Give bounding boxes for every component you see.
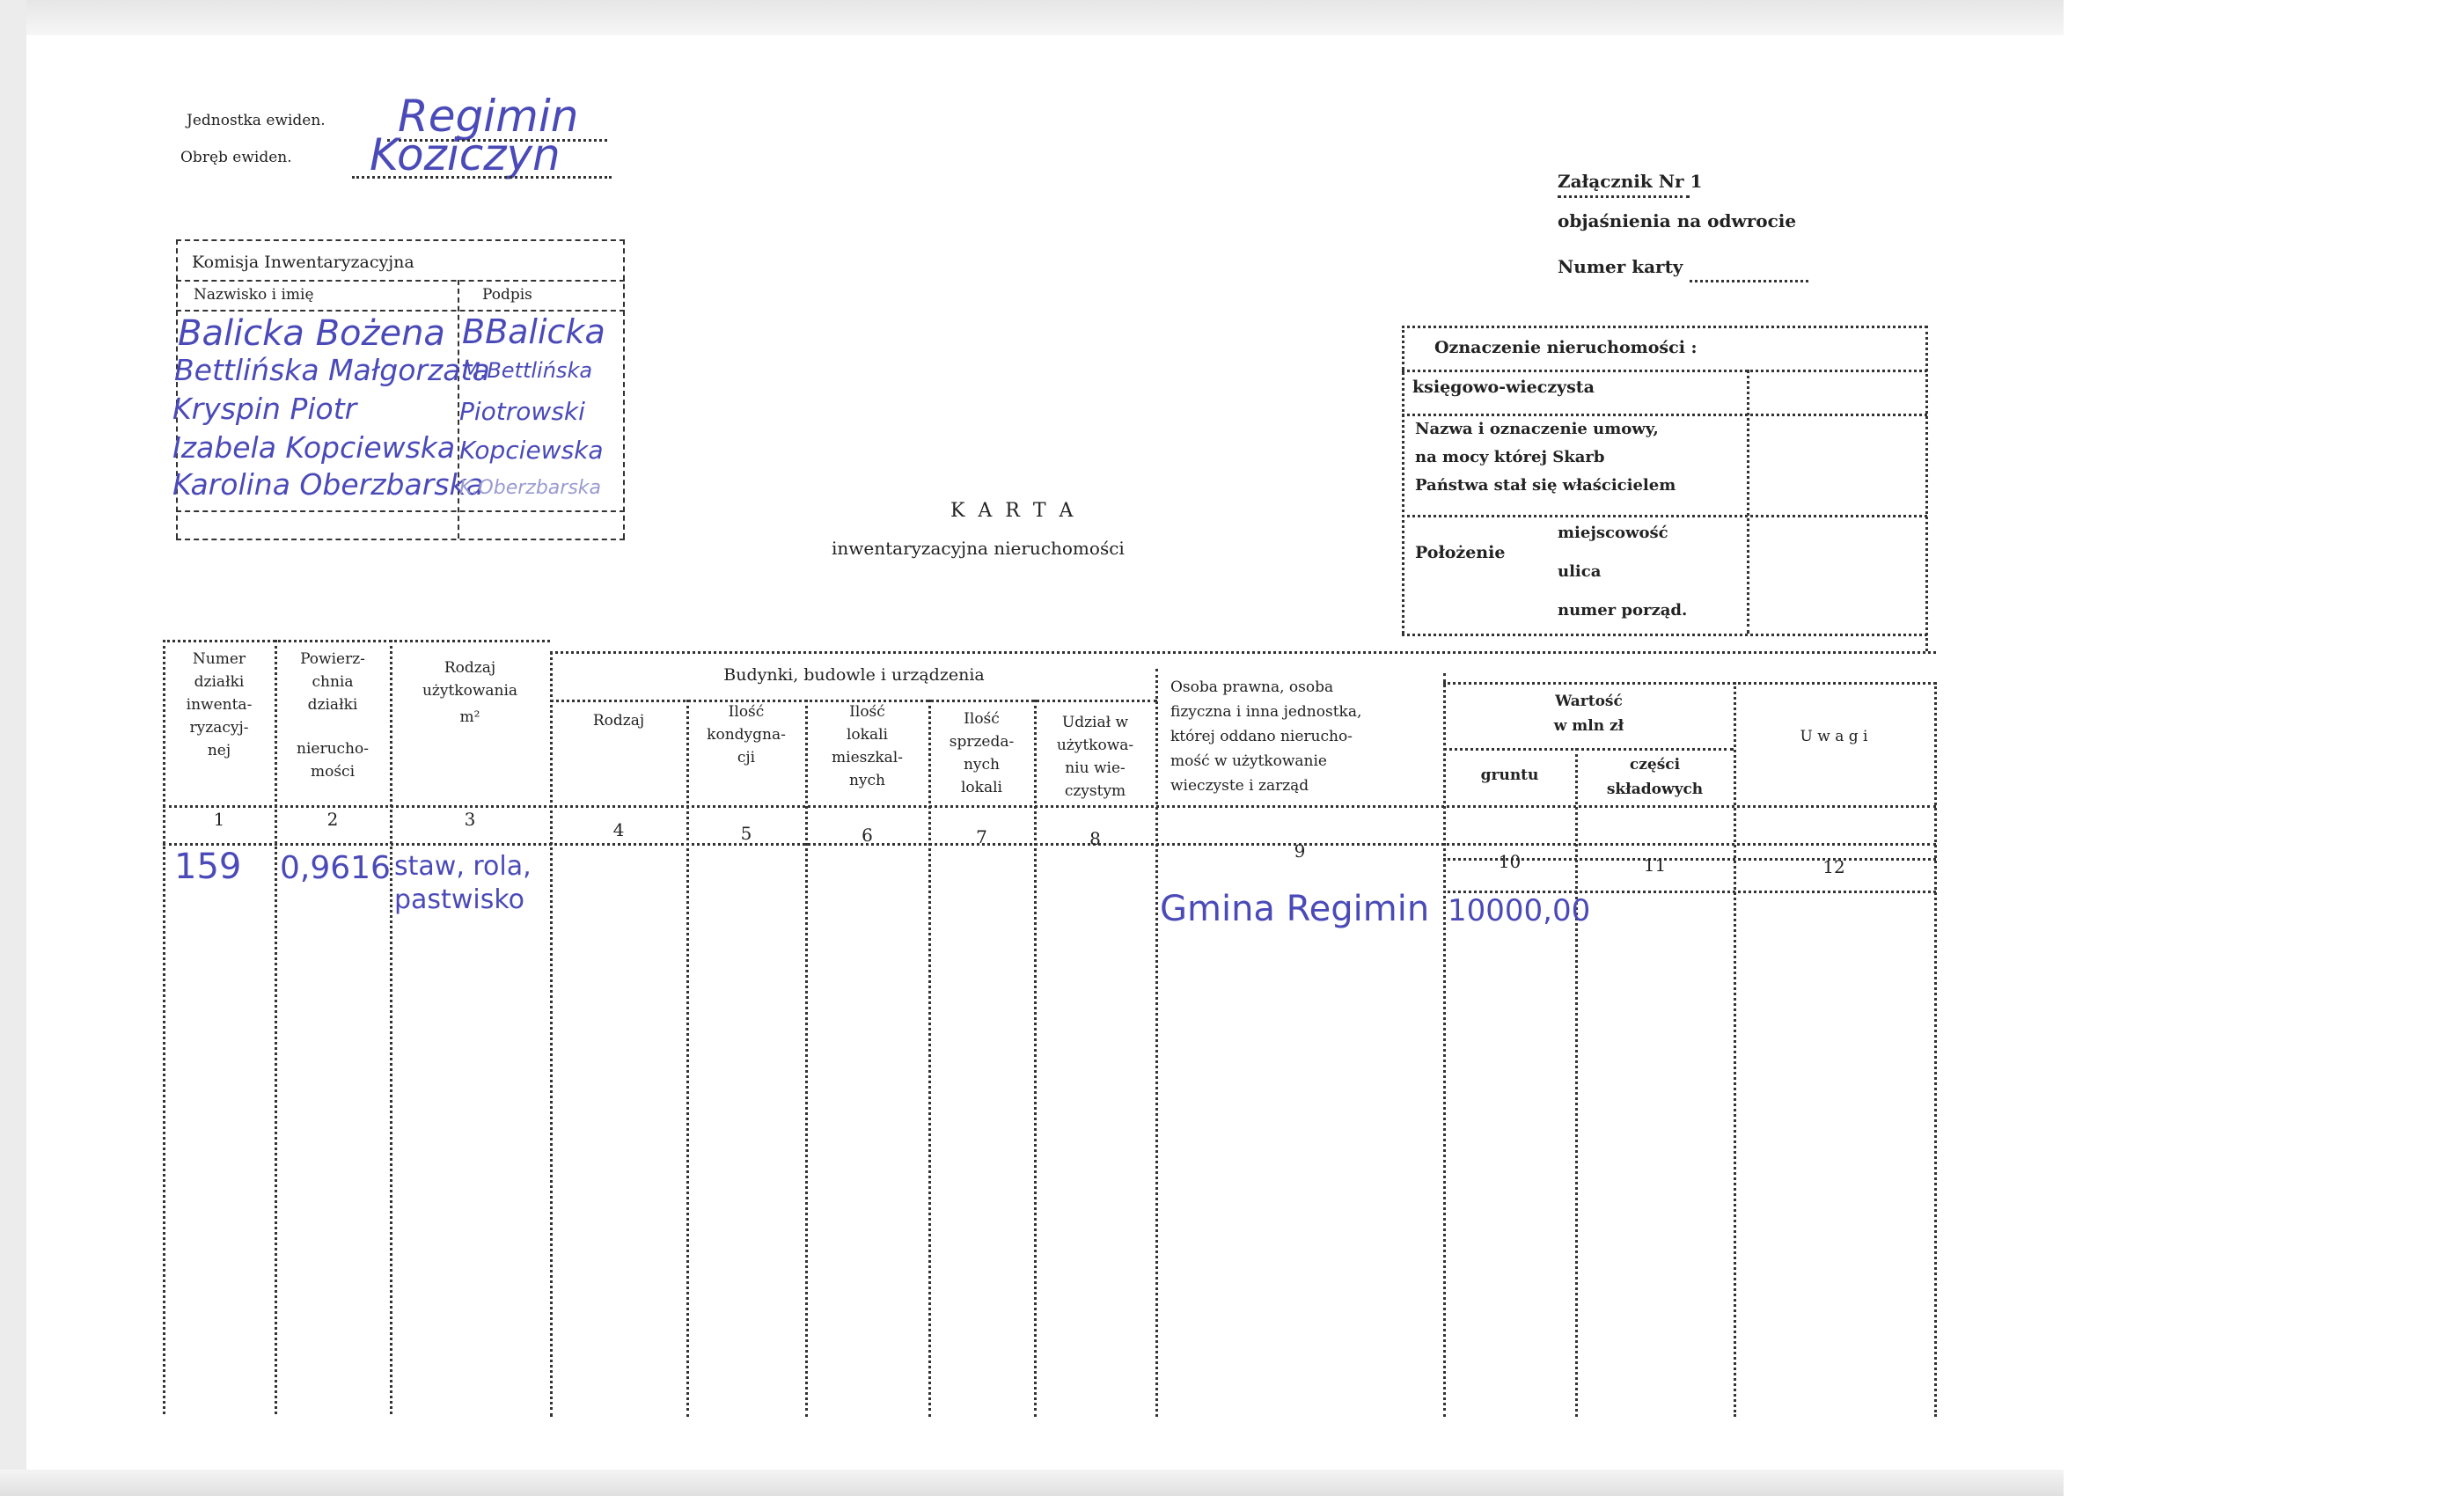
attachment-number: Załącznik Nr 1 — [1558, 171, 1703, 192]
member-name: Bettlińska Małgorzata — [174, 353, 490, 387]
header-col8-l4: czystym — [1064, 782, 1126, 800]
scan-edge-bottom — [0, 1470, 2064, 1496]
member-name: Kryspin Piotr — [172, 392, 357, 426]
column-number: 11 — [1643, 854, 1667, 876]
header-col5-l3: cji — [737, 749, 756, 766]
scan-edge-left — [0, 0, 26, 1496]
header-col4: Rodzaj — [592, 712, 645, 730]
member-signature: Piotrowski — [459, 397, 585, 426]
header-col2-l5: mości — [310, 763, 356, 781]
header-col3-l2: użytkowania — [422, 682, 518, 700]
header-col7-l2: sprzeda- — [949, 733, 1015, 751]
row-area: 0,9616 — [280, 850, 391, 886]
header-col11-l2: składowych — [1606, 781, 1704, 798]
column-number: 3 — [464, 809, 476, 830]
document-subtitle: inwentaryzacyjna nieruchomości — [832, 538, 1125, 559]
member-signature: M.Bettlińska — [462, 358, 593, 383]
district-value: Koziczyn — [370, 129, 561, 180]
header-col9-l5: wieczyste i zarząd — [1170, 777, 1309, 795]
column-number: 2 — [326, 809, 339, 830]
row-land-value: 10000,00 — [1448, 893, 1591, 928]
header-buildings: Budynki, budowle i urządzenia — [723, 665, 985, 685]
column-number: 7 — [976, 826, 987, 847]
member-signature: K.Oberzbarska — [459, 477, 602, 499]
commission-title: Komisja Inwentaryzacyjna — [192, 253, 414, 272]
header-col6-l1: Ilość — [849, 703, 885, 721]
header-col12: U w a g i — [1800, 728, 1868, 745]
unit-label: Jednostka ewiden. — [187, 112, 326, 129]
contract-line-3: Państwa stał się właścicielem — [1415, 476, 1676, 495]
commission-col-signature: Podpis — [482, 286, 532, 304]
member-name: Balicka Bożena — [178, 313, 445, 354]
row-land-use: staw, rola, pastwisko — [394, 851, 532, 915]
header-col8-l1: Udział w — [1061, 714, 1129, 731]
header-col6-l3: mieszkal- — [832, 749, 903, 766]
header-col7-l4: lokali — [961, 779, 1002, 796]
member-name: Izabela Kopciewska — [172, 430, 456, 465]
district-label: Obręb ewiden. — [180, 149, 292, 166]
header-col3-l3: m² — [459, 708, 480, 726]
scan-edge-top — [26, 0, 2064, 35]
member-signature: BBalicka — [462, 312, 605, 351]
column-number: 12 — [1822, 856, 1845, 877]
column-number: 9 — [1294, 840, 1306, 862]
member-name: Karolina Oberzbarska — [172, 467, 484, 502]
header-col1-l4: ryzacyj- — [189, 719, 249, 737]
header-col8-l3: niu wie- — [1065, 759, 1126, 777]
column-number: 6 — [862, 825, 873, 846]
column-number: 8 — [1089, 828, 1101, 849]
header-col1-l2: działki — [194, 673, 245, 691]
header-value-l1: Wartość — [1555, 693, 1623, 710]
header-col5-l2: kondygna- — [707, 726, 786, 744]
header-col2-l2: chnia — [312, 673, 354, 691]
column-number: 10 — [1498, 851, 1522, 872]
header-col9-l1: Osoba prawna, osoba — [1170, 678, 1334, 696]
header-col1-l1: Numer — [192, 650, 246, 668]
header-col2-l4: nierucho- — [297, 740, 369, 758]
member-signature: Kopciewska — [459, 436, 604, 465]
contract-line-2: na mocy której Skarb — [1415, 448, 1605, 466]
attachment-note: objaśnienia na odwrocie — [1558, 210, 1797, 231]
column-number: 5 — [740, 823, 752, 844]
header-col9-l4: mość w użytkowanie — [1170, 752, 1327, 770]
property-header: Oznaczenie nieruchomości : — [1434, 338, 1698, 357]
header-col6-l2: lokali — [847, 726, 888, 744]
header-col6-l4: nych — [848, 772, 886, 789]
row-plot-number: 159 — [174, 847, 242, 887]
header-col11-l1: części — [1629, 756, 1681, 774]
header-col1-l5: nej — [207, 742, 231, 759]
header-col10: gruntu — [1480, 766, 1539, 784]
header-col7-l1: Ilość — [964, 710, 1000, 728]
header-col8-l2: użytkowa- — [1056, 737, 1134, 754]
header-col5-l1: Ilość — [728, 703, 765, 721]
header-col2-l1: Powierz- — [300, 650, 365, 668]
header-col9-l2: fizyczna i inna jednostka, — [1170, 703, 1362, 721]
unit-value: Regimin — [398, 91, 579, 142]
header-col1-l3: inwenta- — [186, 696, 253, 714]
contract-line-1: Nazwa i oznaczenie umowy, — [1415, 420, 1659, 438]
column-number: 1 — [213, 809, 225, 830]
column-number: 4 — [612, 819, 625, 840]
card-number-label: Numer karty — [1558, 256, 1683, 277]
land-register-label: księgowo-wieczysta — [1412, 378, 1595, 397]
header-col7-l3: nych — [963, 756, 1001, 774]
location-label: Położenie — [1415, 543, 1506, 562]
document-title: K A R T A — [950, 500, 1077, 522]
header-col3-l1: Rodzaj — [444, 659, 496, 677]
street-label: ulica — [1558, 562, 1602, 581]
header-value-l2: w mln zł — [1553, 717, 1624, 735]
header-col2-l3: działki — [307, 696, 358, 714]
header-col9-l3: której oddano nierucho- — [1170, 728, 1353, 745]
town-label: miejscowość — [1558, 524, 1668, 542]
row-owner: Gmina Regimin — [1160, 889, 1430, 929]
house-number-label: numer porząd. — [1558, 601, 1688, 620]
commission-col-name: Nazwisko i imię — [194, 286, 314, 304]
